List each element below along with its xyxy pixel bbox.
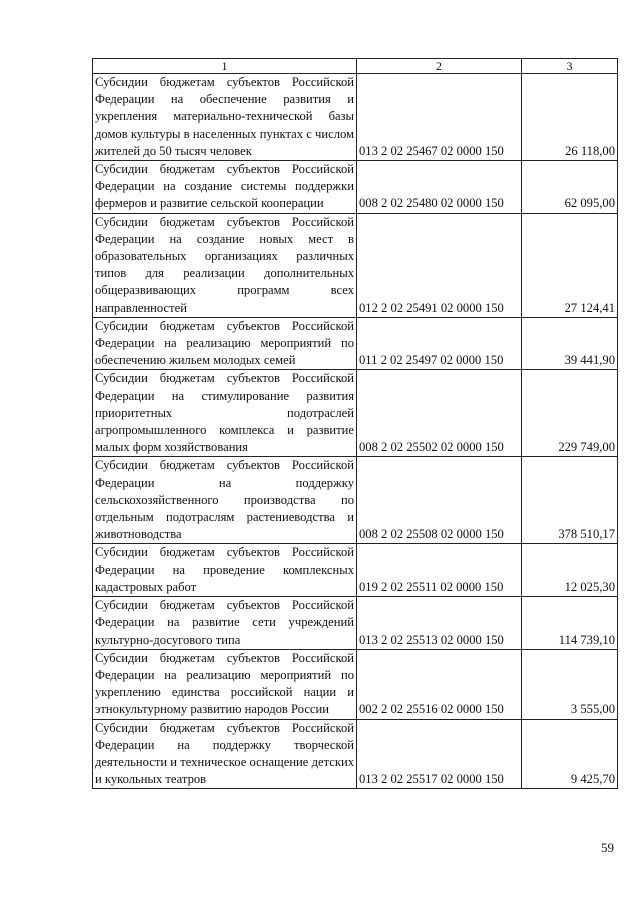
budget-subsidies-table <box>92 58 618 789</box>
amount-value: 378 510,17 <box>522 457 618 544</box>
subsidy-description: Субсидии бюджетам субъектов Российской Федерации на создание системы поддержки фермеров и развитие сельской кооперации <box>93 161 357 214</box>
table-row <box>93 74 618 161</box>
table-row <box>93 161 618 214</box>
subsidy-description: Субсидии бюджетам субъектов Российской Федерации на поддержку творческой деятельности и техническое оснащение детских и кукольных театров <box>93 719 357 789</box>
table-row <box>93 597 618 650</box>
table-header <box>93 59 618 74</box>
table-row <box>93 213 618 317</box>
amount-value: 229 749,00 <box>522 370 618 457</box>
table-row <box>93 719 618 789</box>
subsidy-description: Субсидии бюджетам субъектов Российской Федерации на стимулирование развития приоритетных подотраслей агропромышленного комплекса и развитие малых форм хозяйствования <box>93 370 357 457</box>
amount-value: 9 425,70 <box>522 719 618 789</box>
page-number: 59 <box>601 840 614 855</box>
budget-classification-code: 012 2 02 25491 02 0000 150 <box>357 213 522 317</box>
subsidy-description: Субсидии бюджетам субъектов Российской Федерации на развитие сети учреждений культурно-досугового типа <box>93 597 357 650</box>
budget-classification-code: 011 2 02 25497 02 0000 150 <box>357 317 522 370</box>
table-body <box>93 74 618 789</box>
table-row <box>93 649 618 719</box>
column-header-1: 1 <box>93 59 357 74</box>
amount-value: 12 025,30 <box>522 544 618 597</box>
subsidy-description: Субсидии бюджетам субъектов Российской Федерации на обеспечение развития и укрепления материально-технической базы домов культуры в населенных пунктах с числом жителей до 50 тысяч человек <box>93 74 357 161</box>
amount-value: 27 124,41 <box>522 213 618 317</box>
amount-value: 62 095,00 <box>522 161 618 214</box>
subsidy-description: Субсидии бюджетам субъектов Российской Федерации на поддержку сельскохозяйственного производства по отдельным подотраслям растениеводства и животноводства <box>93 457 357 544</box>
table-row <box>93 317 618 370</box>
header-row <box>93 59 618 74</box>
subsidy-description: Субсидии бюджетам субъектов Российской Федерации на реализацию мероприятий по укреплению единства российской нации и этнокультурному развитию народов России <box>93 649 357 719</box>
budget-classification-code: 008 2 02 25502 02 0000 150 <box>357 370 522 457</box>
budget-classification-code: 008 2 02 25508 02 0000 150 <box>357 457 522 544</box>
amount-value: 26 118,00 <box>522 74 618 161</box>
budget-classification-code: 008 2 02 25480 02 0000 150 <box>357 161 522 214</box>
budget-classification-code: 019 2 02 25511 02 0000 150 <box>357 544 522 597</box>
budget-classification-code: 013 2 02 25517 02 0000 150 <box>357 719 522 789</box>
column-header-3: 3 <box>522 59 618 74</box>
amount-value: 39 441,90 <box>522 317 618 370</box>
budget-classification-code: 013 2 02 25467 02 0000 150 <box>357 74 522 161</box>
amount-value: 3 555,00 <box>522 649 618 719</box>
subsidy-description: Субсидии бюджетам субъектов Российской Федерации на создание новых мест в образовательных организациях различных типов для реализации дополнительных общеразвивающих программ всех направленностей <box>93 213 357 317</box>
column-header-2: 2 <box>357 59 522 74</box>
subsidy-description: Субсидии бюджетам субъектов Российской Федерации на проведение комплексных кадастровых работ <box>93 544 357 597</box>
budget-classification-code: 002 2 02 25516 02 0000 150 <box>357 649 522 719</box>
subsidy-description: Субсидии бюджетам субъектов Российской Федерации на реализацию мероприятий по обеспечению жильем молодых семей <box>93 317 357 370</box>
table-row <box>93 457 618 544</box>
budget-classification-code: 013 2 02 25513 02 0000 150 <box>357 597 522 650</box>
table-row <box>93 544 618 597</box>
amount-value: 114 739,10 <box>522 597 618 650</box>
table-row <box>93 370 618 457</box>
